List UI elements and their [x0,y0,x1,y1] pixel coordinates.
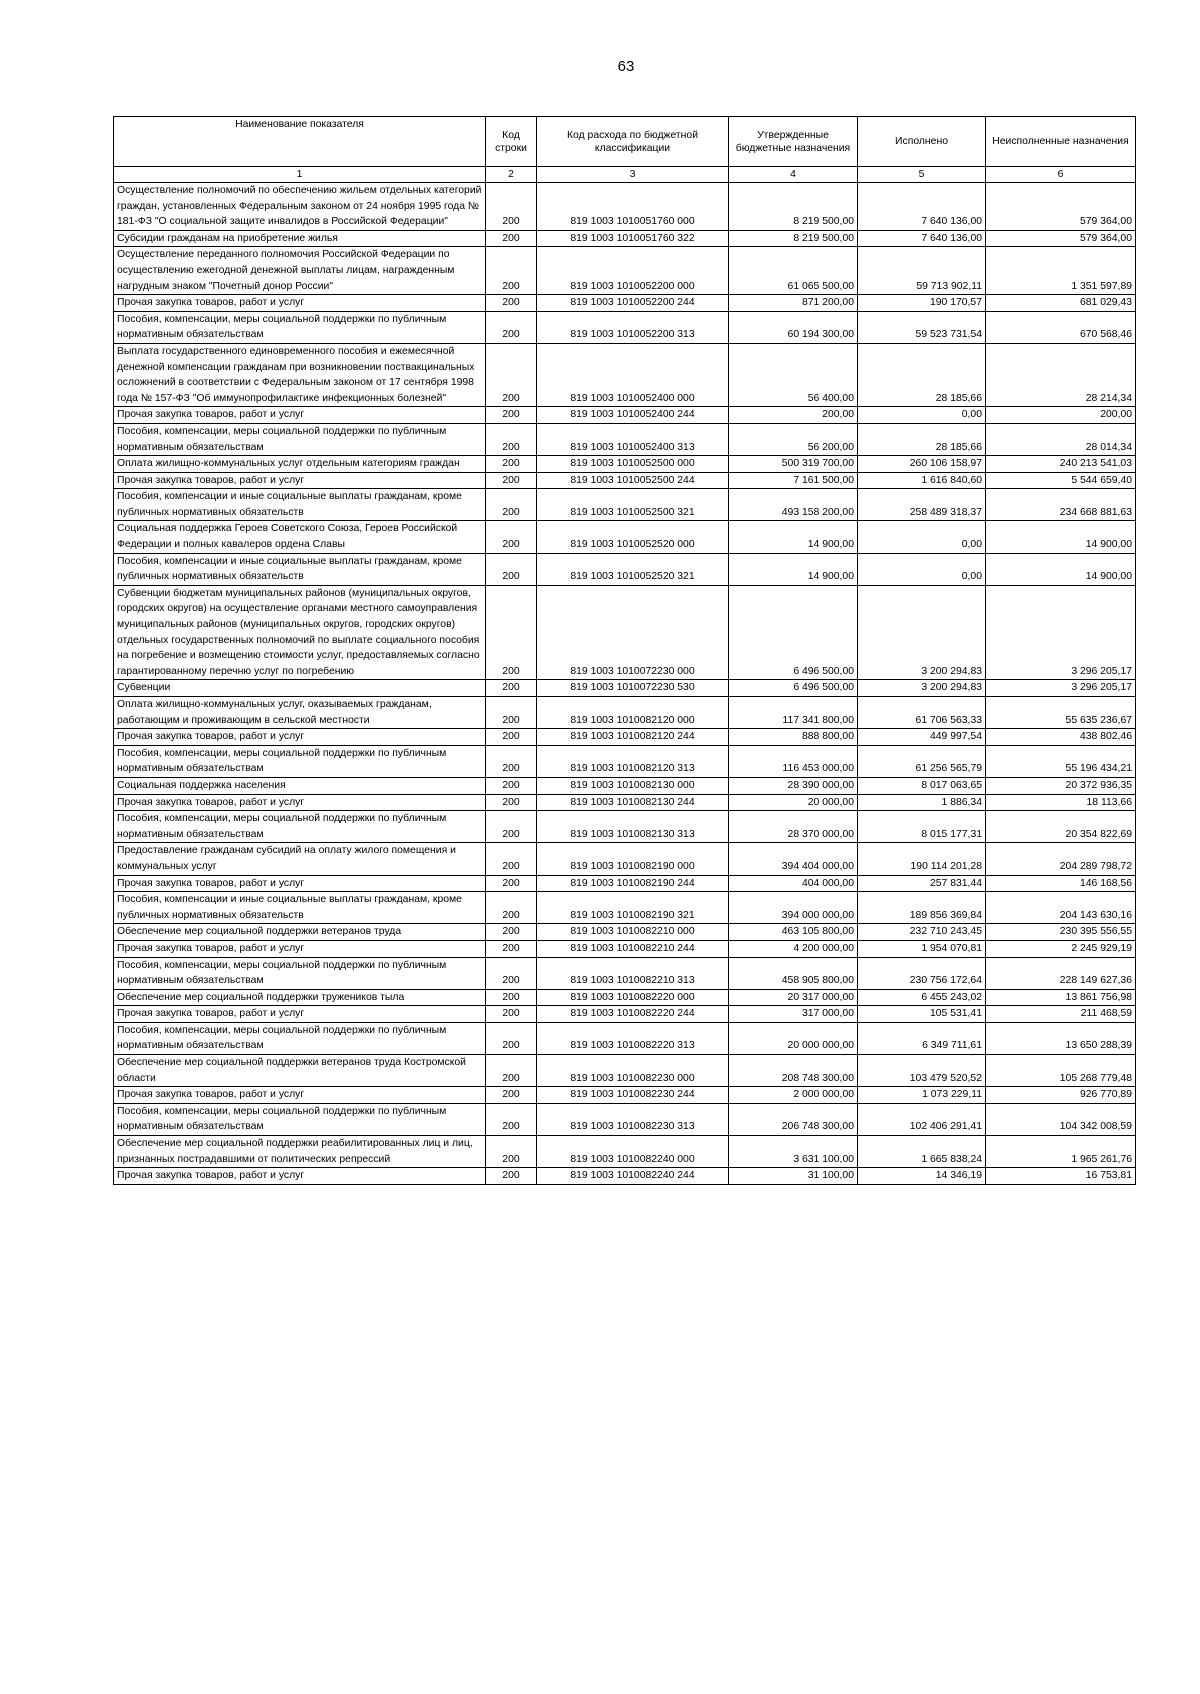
row-approved-cell: 6 496 500,00 [729,585,858,680]
row-line-code-cell: 200 [486,875,537,892]
table-row [114,247,1136,295]
row-name-cell: Субвенции бюджетам муниципальных районов (муниципальных округов, городских округов) на осуществление органами местного самоуправления муниципальных районов (муниципальных округов, городских округов) отдельных государственных полномочий по выплате социального пособия на погребение и возмещению стоимости услуг, предоставляемых согласно гарантированному перечню услуг по погребению [114,585,486,680]
row-name-cell: Субвенции [114,680,486,697]
row-name-cell: Пособия, компенсации, меры социальной поддержки по публичным нормативным обязательствам [114,957,486,989]
row-approved-cell: 500 319 700,00 [729,456,858,473]
row-name-cell: Пособия, компенсации, меры социальной поддержки по публичным нормативным обязательствам [114,1022,486,1054]
row-line-code-cell: 200 [486,940,537,957]
row-executed-cell: 1 886,34 [858,794,986,811]
table-row [114,183,1136,231]
row-approved-cell: 888 800,00 [729,729,858,746]
table-row [114,343,1136,406]
row-classification-cell: 819 1003 1010072230 530 [537,680,729,697]
row-approved-cell: 61 065 500,00 [729,247,858,295]
row-executed-cell: 59 713 902,11 [858,247,986,295]
table-row [114,940,1136,957]
row-line-code-cell: 200 [486,745,537,777]
row-approved-cell: 493 158 200,00 [729,489,858,521]
row-unexecuted-cell: 14 900,00 [986,553,1136,585]
row-executed-cell: 8 015 177,31 [858,811,986,843]
row-classification-cell: 819 1003 1010052400 244 [537,407,729,424]
row-name-cell: Пособия, компенсации, меры социальной поддержки по публичным нормативным обязательствам [114,423,486,455]
row-executed-cell: 230 756 172,64 [858,957,986,989]
row-approved-cell: 60 194 300,00 [729,311,858,343]
row-unexecuted-cell: 13 861 756,98 [986,989,1136,1006]
row-executed-cell: 105 531,41 [858,1006,986,1023]
row-approved-cell: 28 390 000,00 [729,777,858,794]
row-line-code-cell: 200 [486,585,537,680]
table-row [114,777,1136,794]
row-unexecuted-cell: 200,00 [986,407,1136,424]
row-line-code-cell: 200 [486,247,537,295]
row-line-code-cell: 200 [486,1022,537,1054]
row-classification-cell: 819 1003 1010082230 000 [537,1055,729,1087]
row-approved-cell: 14 900,00 [729,553,858,585]
row-name-cell: Прочая закупка товаров, работ и услуг [114,407,486,424]
row-name-cell: Пособия, компенсации, меры социальной поддержки по публичным нормативным обязательствам [114,811,486,843]
row-unexecuted-cell: 16 753,81 [986,1168,1136,1185]
row-name-cell: Пособия, компенсации и иные социальные выплаты гражданам, кроме публичных нормативных обязательств [114,489,486,521]
row-name-cell: Субсидии гражданам на приобретение жилья [114,230,486,247]
row-unexecuted-cell: 20 354 822,69 [986,811,1136,843]
row-executed-cell: 1 665 838,24 [858,1136,986,1168]
table-row [114,957,1136,989]
row-line-code-cell: 200 [486,1103,537,1135]
row-name-cell: Пособия, компенсации и иные социальные выплаты гражданам, кроме публичных нормативных обязательств [114,553,486,585]
row-approved-cell: 200,00 [729,407,858,424]
table-row [114,585,1136,680]
row-approved-cell: 871 200,00 [729,295,858,312]
row-executed-cell: 0,00 [858,521,986,553]
row-name-cell: Пособия, компенсации, меры социальной поддержки по публичным нормативным обязательствам [114,1103,486,1135]
table-row [114,745,1136,777]
table-row [114,875,1136,892]
row-executed-cell: 14 346,19 [858,1168,986,1185]
table-row [114,230,1136,247]
page-number: 63 [617,58,635,75]
row-name-cell: Пособия, компенсации и иные социальные выплаты гражданам, кроме публичных нормативных обязательств [114,892,486,924]
column-number-row [114,167,1136,183]
row-unexecuted-cell: 2 245 929,19 [986,940,1136,957]
row-name-cell: Оплата жилищно-коммунальных услуг, оказываемых гражданам, работающим и проживающим в сельской местности [114,697,486,729]
row-classification-cell: 819 1003 1010052400 313 [537,423,729,455]
row-line-code-cell: 200 [486,924,537,941]
row-executed-cell: 3 200 294,83 [858,680,986,697]
row-approved-cell: 394 000 000,00 [729,892,858,924]
table-row [114,1103,1136,1135]
row-line-code-cell: 200 [486,892,537,924]
row-name-cell: Обеспечение мер социальной поддержки ветеранов труда [114,924,486,941]
row-line-code-cell: 200 [486,521,537,553]
row-executed-cell: 6 455 243,02 [858,989,986,1006]
row-line-code-cell: 200 [486,1055,537,1087]
table-row [114,423,1136,455]
row-name-cell: Обеспечение мер социальной поддержки тружеников тыла [114,989,486,1006]
row-classification-cell: 819 1003 1010082220 313 [537,1022,729,1054]
table-row [114,811,1136,843]
row-classification-cell: 819 1003 1010082190 321 [537,892,729,924]
table-row [114,472,1136,489]
row-executed-cell: 102 406 291,41 [858,1103,986,1135]
row-executed-cell: 190 114 201,28 [858,843,986,875]
row-executed-cell: 59 523 731,54 [858,311,986,343]
row-line-code-cell: 200 [486,1136,537,1168]
row-line-code-cell: 200 [486,343,537,406]
table-row [114,924,1136,941]
row-name-cell: Пособия, компенсации, меры социальной поддержки по публичным нормативным обязательствам [114,745,486,777]
row-executed-cell: 28 185,66 [858,423,986,455]
row-line-code-cell: 200 [486,295,537,312]
table-row [114,1006,1136,1023]
table-row [114,1168,1136,1185]
header-indicator-name: Наименование показателя [114,117,486,167]
table-row [114,407,1136,424]
row-approved-cell: 7 161 500,00 [729,472,858,489]
row-approved-cell: 8 219 500,00 [729,230,858,247]
row-executed-cell: 258 489 318,37 [858,489,986,521]
row-name-cell: Прочая закупка товаров, работ и услуг [114,940,486,957]
row-name-cell: Прочая закупка товаров, работ и услуг [114,1006,486,1023]
row-approved-cell: 394 404 000,00 [729,843,858,875]
row-executed-cell: 61 706 563,33 [858,697,986,729]
row-approved-cell: 14 900,00 [729,521,858,553]
column-number: 4 [729,167,858,183]
table-row [114,1022,1136,1054]
row-unexecuted-cell: 20 372 936,35 [986,777,1136,794]
row-classification-cell: 819 1003 1010082120 000 [537,697,729,729]
row-name-cell: Обеспечение мер социальной поддержки реабилитированных лиц и лиц, признанных пострадавшими от политических репрессий [114,1136,486,1168]
row-approved-cell: 208 748 300,00 [729,1055,858,1087]
row-approved-cell: 117 341 800,00 [729,697,858,729]
row-approved-cell: 20 000,00 [729,794,858,811]
header-line-code: Код строки [486,117,537,167]
row-line-code-cell: 200 [486,183,537,231]
row-classification-cell: 819 1003 1010052500 321 [537,489,729,521]
row-approved-cell: 2 000 000,00 [729,1087,858,1104]
row-unexecuted-cell: 13 650 288,39 [986,1022,1136,1054]
row-unexecuted-cell: 681 029,43 [986,295,1136,312]
table-row [114,456,1136,473]
row-unexecuted-cell: 240 213 541,03 [986,456,1136,473]
row-approved-cell: 458 905 800,00 [729,957,858,989]
row-classification-cell: 819 1003 1010051760 322 [537,230,729,247]
row-unexecuted-cell: 5 544 659,40 [986,472,1136,489]
row-executed-cell: 61 256 565,79 [858,745,986,777]
row-line-code-cell: 200 [486,794,537,811]
row-unexecuted-cell: 3 296 205,17 [986,680,1136,697]
row-unexecuted-cell: 105 268 779,48 [986,1055,1136,1087]
header-unexecuted: Неисполненные назначения [986,117,1136,167]
column-number: 3 [537,167,729,183]
row-classification-cell: 819 1003 1010082230 313 [537,1103,729,1135]
row-line-code-cell: 200 [486,777,537,794]
row-approved-cell: 4 200 000,00 [729,940,858,957]
table-row [114,843,1136,875]
row-name-cell: Прочая закупка товаров, работ и услуг [114,1168,486,1185]
table-row [114,989,1136,1006]
row-name-cell: Прочая закупка товаров, работ и услуг [114,794,486,811]
row-unexecuted-cell: 104 342 008,59 [986,1103,1136,1135]
column-number: 6 [986,167,1136,183]
row-name-cell: Предоставление гражданам субсидий на оплату жилого помещения и коммунальных услуг [114,843,486,875]
row-unexecuted-cell: 230 395 556,55 [986,924,1136,941]
budget-execution-table [113,116,1136,1185]
row-executed-cell: 190 170,57 [858,295,986,312]
row-executed-cell: 189 856 369,84 [858,892,986,924]
row-line-code-cell: 200 [486,957,537,989]
row-name-cell: Прочая закупка товаров, работ и услуг [114,472,486,489]
row-unexecuted-cell: 146 168,56 [986,875,1136,892]
row-name-cell: Прочая закупка товаров, работ и услуг [114,875,486,892]
row-unexecuted-cell: 55 635 236,67 [986,697,1136,729]
row-name-cell: Осуществление переданного полномочия Российской Федерации по осуществлению ежегодной денежной выплаты лицам, награжденным нагрудным знаком "Почетный донор России" [114,247,486,295]
row-name-cell: Прочая закупка товаров, работ и услуг [114,1087,486,1104]
row-unexecuted-cell: 18 113,66 [986,794,1136,811]
row-name-cell: Обеспечение мер социальной поддержки ветеранов труда Костромской области [114,1055,486,1087]
row-classification-cell: 819 1003 1010082230 244 [537,1087,729,1104]
row-executed-cell: 7 640 136,00 [858,230,986,247]
row-line-code-cell: 200 [486,989,537,1006]
row-name-cell: Осуществление полномочий по обеспечению жильем отдельных категорий граждан, установленных Федеральным законом от 24 ноября 1995 года № 181-ФЗ "О социальной защите инвалидов в Российской Федерации" [114,183,486,231]
row-approved-cell: 28 370 000,00 [729,811,858,843]
row-approved-cell: 20 317 000,00 [729,989,858,1006]
column-number: 1 [114,167,486,183]
row-line-code-cell: 200 [486,456,537,473]
row-line-code-cell: 200 [486,843,537,875]
row-approved-cell: 56 400,00 [729,343,858,406]
table-row [114,311,1136,343]
row-unexecuted-cell: 204 289 798,72 [986,843,1136,875]
row-line-code-cell: 200 [486,407,537,424]
column-number: 5 [858,167,986,183]
row-classification-cell: 819 1003 1010082120 313 [537,745,729,777]
row-unexecuted-cell: 579 364,00 [986,230,1136,247]
row-executed-cell: 1 073 229,11 [858,1087,986,1104]
row-name-cell: Выплата государственного единовременного пособия и ежемесячной денежной компенсации гражданам при возникновении поствакцинальных осложнений в соответствии с Федеральным законом от 17 сентября 1998 года № 157-ФЗ "Об иммунопрофилактике инфекционных болезней" [114,343,486,406]
row-executed-cell: 260 106 158,97 [858,456,986,473]
row-name-cell: Прочая закупка товаров, работ и услуг [114,295,486,312]
row-unexecuted-cell: 1 965 261,76 [986,1136,1136,1168]
row-unexecuted-cell: 926 770,89 [986,1087,1136,1104]
row-classification-cell: 819 1003 1010052200 000 [537,247,729,295]
row-line-code-cell: 200 [486,1168,537,1185]
row-classification-cell: 819 1003 1010082130 244 [537,794,729,811]
row-line-code-cell: 200 [486,729,537,746]
row-approved-cell: 3 631 100,00 [729,1136,858,1168]
header-approved: Утвержденные бюджетные назначения [729,117,858,167]
row-executed-cell: 1 616 840,60 [858,472,986,489]
row-executed-cell: 6 349 711,61 [858,1022,986,1054]
row-line-code-cell: 200 [486,697,537,729]
header-executed: Исполнено [858,117,986,167]
row-classification-cell: 819 1003 1010082120 244 [537,729,729,746]
row-classification-cell: 819 1003 1010052500 244 [537,472,729,489]
row-executed-cell: 103 479 520,52 [858,1055,986,1087]
row-approved-cell: 20 000 000,00 [729,1022,858,1054]
row-classification-cell: 819 1003 1010052200 244 [537,295,729,312]
row-approved-cell: 8 219 500,00 [729,183,858,231]
row-classification-cell: 819 1003 1010072230 000 [537,585,729,680]
row-approved-cell: 6 496 500,00 [729,680,858,697]
table-row [114,729,1136,746]
row-executed-cell: 0,00 [858,553,986,585]
row-unexecuted-cell: 438 802,46 [986,729,1136,746]
row-unexecuted-cell: 234 668 881,63 [986,489,1136,521]
row-line-code-cell: 200 [486,1087,537,1104]
row-name-cell: Прочая закупка товаров, работ и услуг [114,729,486,746]
row-classification-cell: 819 1003 1010082220 244 [537,1006,729,1023]
row-unexecuted-cell: 28 014,34 [986,423,1136,455]
row-classification-cell: 819 1003 1010082210 000 [537,924,729,941]
row-classification-cell: 819 1003 1010082190 244 [537,875,729,892]
row-executed-cell: 7 640 136,00 [858,183,986,231]
row-approved-cell: 404 000,00 [729,875,858,892]
row-line-code-cell: 200 [486,489,537,521]
row-classification-cell: 819 1003 1010082190 000 [537,843,729,875]
row-classification-cell: 819 1003 1010052520 321 [537,553,729,585]
column-number: 2 [486,167,537,183]
row-classification-cell: 819 1003 1010052200 313 [537,311,729,343]
row-line-code-cell: 200 [486,423,537,455]
table-body [114,183,1136,1185]
table-row [114,1087,1136,1104]
table-row [114,489,1136,521]
row-unexecuted-cell: 579 364,00 [986,183,1136,231]
row-approved-cell: 463 105 800,00 [729,924,858,941]
row-line-code-cell: 200 [486,680,537,697]
row-name-cell: Пособия, компенсации, меры социальной поддержки по публичным нормативным обязательствам [114,311,486,343]
row-classification-cell: 819 1003 1010082240 000 [537,1136,729,1168]
row-approved-cell: 116 453 000,00 [729,745,858,777]
row-executed-cell: 1 954 070,81 [858,940,986,957]
table-row [114,553,1136,585]
row-line-code-cell: 200 [486,553,537,585]
row-line-code-cell: 200 [486,1006,537,1023]
row-executed-cell: 0,00 [858,407,986,424]
table-row [114,295,1136,312]
row-classification-cell: 819 1003 1010082130 000 [537,777,729,794]
row-executed-cell: 28 185,66 [858,343,986,406]
row-classification-cell: 819 1003 1010052520 000 [537,521,729,553]
row-classification-cell: 819 1003 1010052500 000 [537,456,729,473]
row-unexecuted-cell: 211 468,59 [986,1006,1136,1023]
row-classification-cell: 819 1003 1010051760 000 [537,183,729,231]
row-name-cell: Социальная поддержка населения [114,777,486,794]
table-row [114,697,1136,729]
table-row [114,892,1136,924]
row-executed-cell: 3 200 294,83 [858,585,986,680]
row-classification-cell: 819 1003 1010082210 244 [537,940,729,957]
row-approved-cell: 56 200,00 [729,423,858,455]
table-row [114,1136,1136,1168]
row-classification-cell: 819 1003 1010082130 313 [537,811,729,843]
row-classification-cell: 819 1003 1010052400 000 [537,343,729,406]
row-executed-cell: 449 997,54 [858,729,986,746]
row-line-code-cell: 200 [486,472,537,489]
row-classification-cell: 819 1003 1010082220 000 [537,989,729,1006]
row-classification-cell: 819 1003 1010082240 244 [537,1168,729,1185]
row-unexecuted-cell: 204 143 630,16 [986,892,1136,924]
row-unexecuted-cell: 228 149 627,36 [986,957,1136,989]
table-row [114,521,1136,553]
row-unexecuted-cell: 670 568,46 [986,311,1136,343]
row-unexecuted-cell: 3 296 205,17 [986,585,1136,680]
table-header-row [114,117,1136,167]
table-row [114,680,1136,697]
row-unexecuted-cell: 14 900,00 [986,521,1136,553]
row-line-code-cell: 200 [486,311,537,343]
row-unexecuted-cell: 1 351 597,89 [986,247,1136,295]
row-line-code-cell: 200 [486,811,537,843]
row-executed-cell: 232 710 243,45 [858,924,986,941]
row-approved-cell: 31 100,00 [729,1168,858,1185]
row-unexecuted-cell: 28 214,34 [986,343,1136,406]
table-row [114,1055,1136,1087]
row-classification-cell: 819 1003 1010082210 313 [537,957,729,989]
row-executed-cell: 8 017 063,65 [858,777,986,794]
table-row [114,794,1136,811]
row-name-cell: Социальная поддержка Героев Советского Союза, Героев Российской Федерации и полных кавалеров ордена Славы [114,521,486,553]
row-approved-cell: 206 748 300,00 [729,1103,858,1135]
row-approved-cell: 317 000,00 [729,1006,858,1023]
row-line-code-cell: 200 [486,230,537,247]
row-unexecuted-cell: 55 196 434,21 [986,745,1136,777]
row-executed-cell: 257 831,44 [858,875,986,892]
row-name-cell: Оплата жилищно-коммунальных услуг отдельным категориям граждан [114,456,486,473]
header-classification-code: Код расхода по бюджетной классификации [537,117,729,167]
